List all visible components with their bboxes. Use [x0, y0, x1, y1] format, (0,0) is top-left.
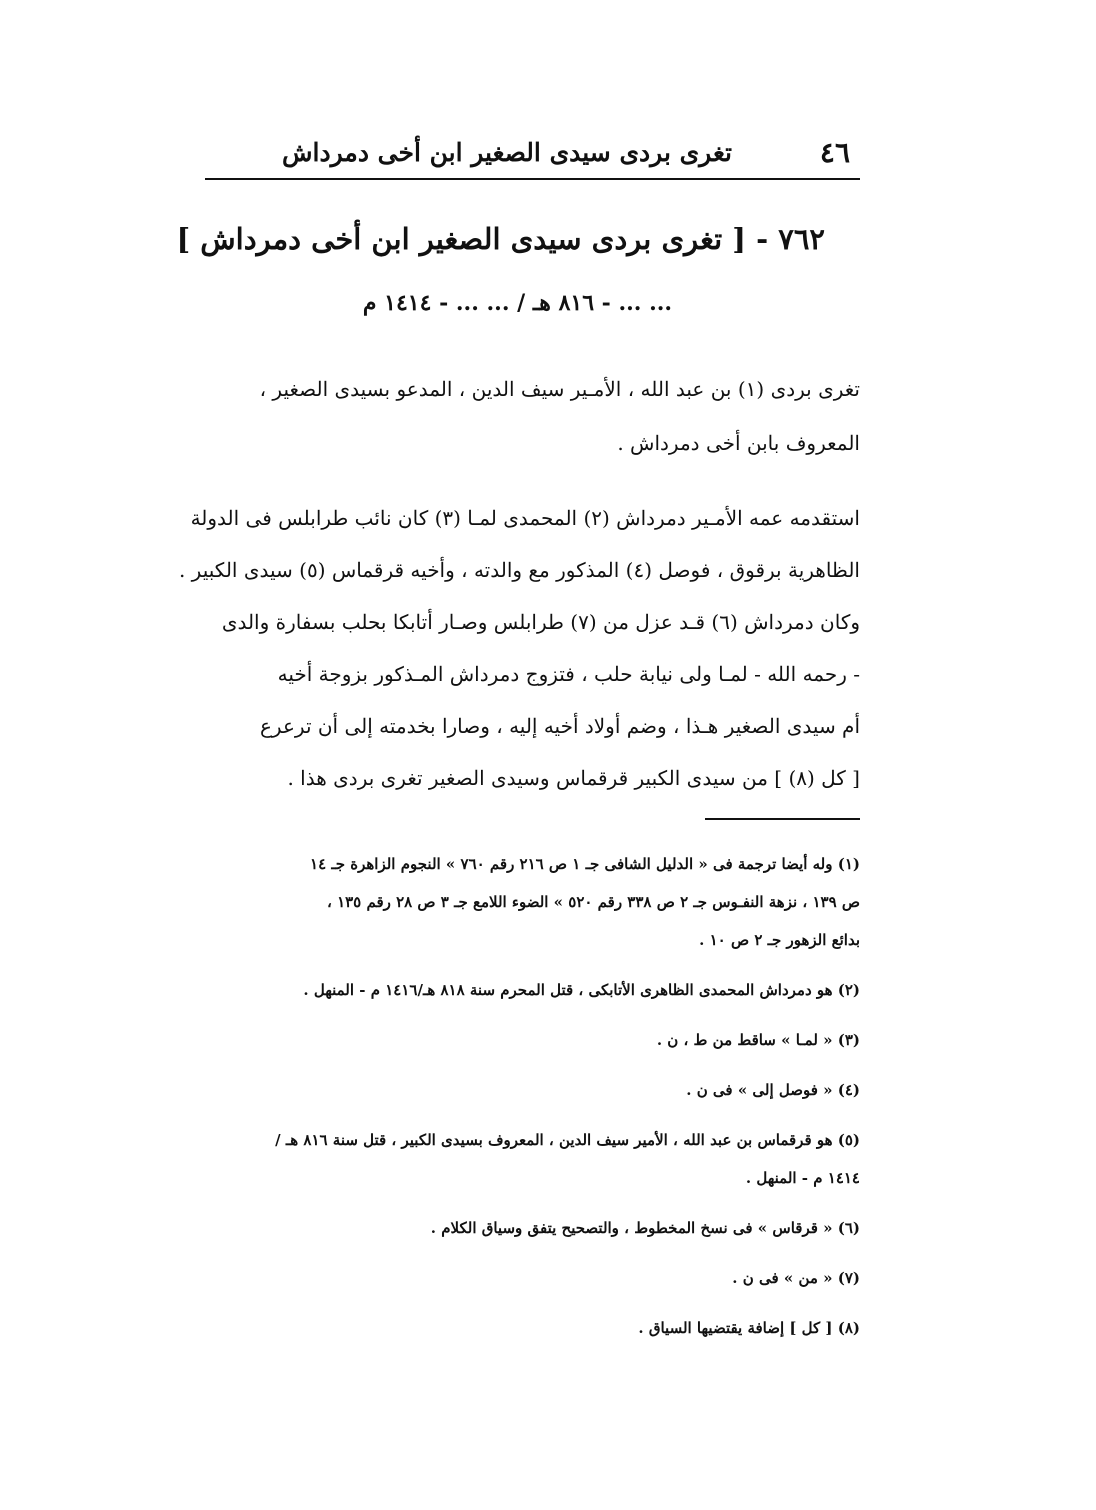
paragraph-2: [178, 492, 860, 804]
paragraph-1: [220, 362, 860, 470]
page-number: ٤٦: [819, 136, 850, 169]
entry-title: ٧٦٢ - [ تغرى بردى سيدى الصغير ابن أخى دمرداش ]: [176, 222, 825, 256]
footnote-line: ١٤١٤ م - المنهل .: [745, 1169, 860, 1187]
text-line: المعروف بابن أخى دمرداش .: [617, 431, 860, 455]
footnote-line: (٨) [ كل ] إضافة يقتضيها السياق .: [638, 1319, 860, 1337]
footnote-line: (١) وله أيضا ترجمة فى « الدليل الشافى جـ ١ ص ٢١٦ رقم ٧٦٠ » النجوم الزاهرة جـ ١٤: [310, 855, 860, 873]
footnote-line: (٦) « قرقاس » فى نسخ المخطوط ، والتصحيح يتفق وسياق الكلام .: [430, 1219, 860, 1237]
footnote-line: ص ١٣٩ ، نزهة النفـوس جـ ٢ ص ٣٣٨ رقم ٥٢٠ » الضوء اللامع جـ ٣ ص ٢٨ رقم ١٣٥ ،: [326, 893, 860, 911]
footnote-line: (٤) « فوصل إلى » فى ن .: [686, 1081, 860, 1099]
footnote-separator: [705, 818, 860, 820]
footnote-line: (٣) « لمـا » ساقط من ط ، ن .: [656, 1031, 860, 1049]
text-line: أم سيدى الصغير هـذا ، وضم أولاد أخيه إليه ، وصارا بخدمته إلى أن ترعرع: [260, 714, 860, 738]
footnote-line: بدائع الزهور جـ ٢ ص ١٠ .: [699, 931, 860, 949]
footnote-line: (٥) هو قرقماس بن عبد الله ، الأمير سيف الدين ، المعروف بسيدى الكبير ، قتل سنة ٨١٦ هـ /: [275, 1131, 860, 1149]
footnote-line: (٢) هو دمرداش المحمدى الظاهرى الأتابكى ، قتل المحرم سنة ٨١٨ هـ/١٤١٦ م - المنهل .: [303, 981, 860, 999]
footnotes: [200, 845, 860, 1359]
text-line: [ كل (٨) ] من سيدى الكبير قرقماس وسيدى الصغير تغرى بردى هذا .: [287, 766, 860, 790]
header-rule: [205, 178, 860, 180]
text-line: تغرى بردى (١) بن عبد الله ، الأمـير سيف الدين ، المدعو بسيدى الصغير ،: [259, 377, 860, 401]
running-header: [205, 130, 860, 178]
running-title: تغرى بردى سيدى الصغير ابن أخى دمرداش: [282, 138, 732, 167]
text-line: الظاهرية برقوق ، فوصل (٤) المذكور مع والدته ، وأخيه قرقماس (٥) سيدى الكبير .: [178, 558, 860, 582]
text-line: - رحمه الله - لمـا ولى نيابة حلب ، فتزوج دمرداش المـذكور بزوجة أخيه: [277, 662, 860, 686]
text-line: استقدمه عمه الأمـير دمرداش (٢) المحمدى لمـا (٣) كان نائب طرابلس فى الدولة: [190, 506, 860, 530]
footnote-line: (٧) « من » فى ن .: [732, 1269, 860, 1287]
entry-dates: ... ... - ٨١٦ هـ / ... ... - ١٤١٤ م: [362, 290, 673, 316]
text-line: وكان دمرداش (٦) قـد عزل من (٧) طرابلس وصـار أتابكا بحلب بسفارة والدى: [221, 610, 860, 634]
